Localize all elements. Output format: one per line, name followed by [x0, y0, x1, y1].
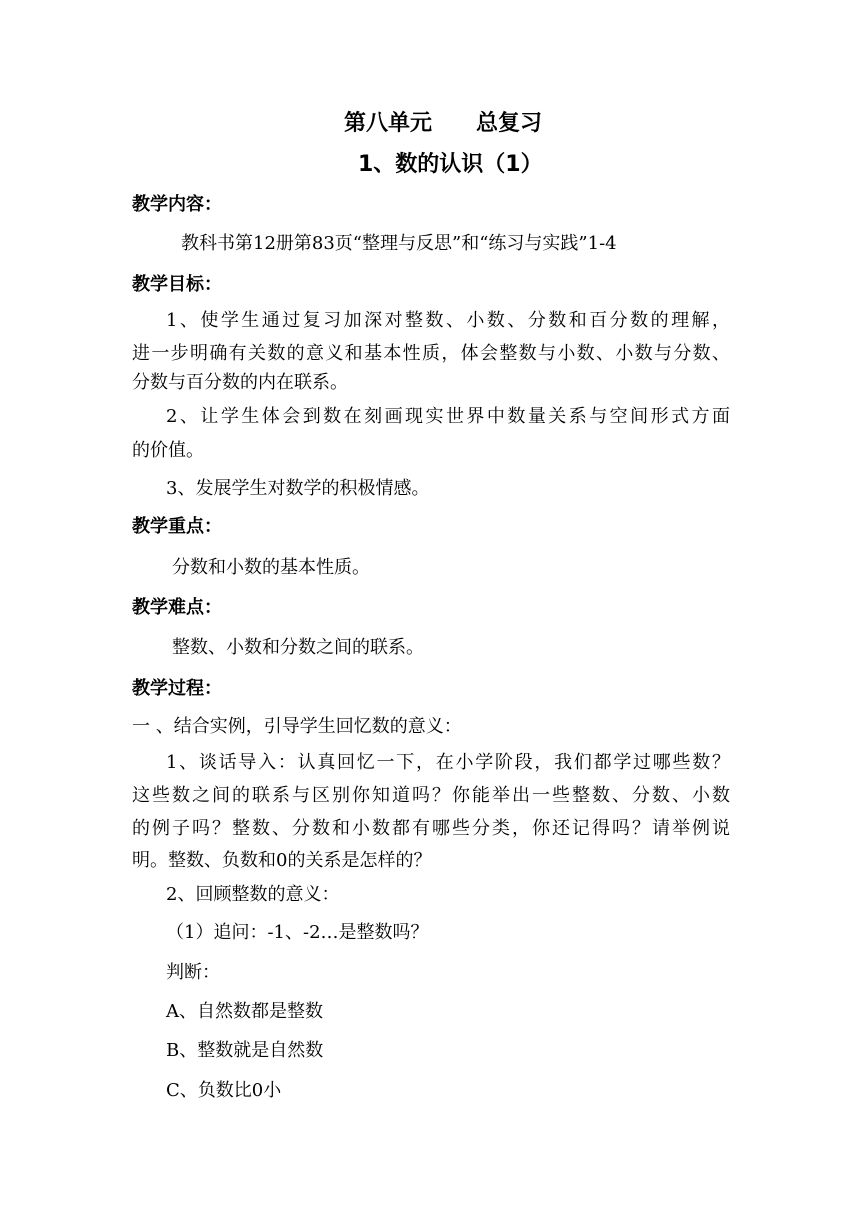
process-heading: 教学过程：	[132, 678, 222, 699]
key-heading: 教学重点：	[132, 516, 222, 537]
goal2-line2: 的价值。	[132, 440, 204, 461]
review-heading: 2、回顾整数的意义：	[166, 884, 340, 905]
lesson-title: 1、数的认识（1）	[358, 152, 543, 177]
goal3: 3、发展学生对数学的积极情感。	[166, 478, 430, 499]
goal1-line3: 分数与百分数的内在联系。	[132, 372, 348, 393]
intro-line3: 的例子吗？整数、分数和小数都有哪些分类，你还记得吗？请举例说	[132, 818, 730, 839]
intro-line4: 明。整数、负数和0的关系是怎样的？	[132, 850, 432, 871]
goal2-line1: 2、让学生体会到数在刻画现实世界中数量关系与空间形式方面	[166, 406, 730, 427]
content-heading: 教学内容：	[132, 194, 222, 215]
option-b: B、整数就是自然数	[166, 1040, 324, 1061]
step1: 一 、结合实例，引导学生回忆数的意义：	[132, 716, 462, 737]
difficulty-text: 整数、小数和分数之间的联系。	[172, 637, 424, 658]
key-text: 分数和小数的基本性质。	[172, 557, 370, 578]
unit-title: 第八单元 总复习	[344, 111, 543, 136]
judge-label: 判断：	[166, 962, 220, 983]
option-a: A、自然数都是整数	[166, 1001, 323, 1022]
goal1-line2: 进一步明确有关数的意义和基本性质，体会整数与小数、小数与分数、	[132, 343, 730, 364]
goals-heading: 教学目标：	[132, 274, 222, 295]
goal1-line1: 1、使学生通过复习加深对整数、小数、分数和百分数的理解，	[166, 310, 730, 331]
difficulty-heading: 教学难点：	[132, 597, 222, 618]
content-text: 教科书第12册第83页“整理与反思”和“练习与实践”1-4	[181, 233, 617, 254]
intro-line1: 1、谈话导入：认真回忆一下，在小学阶段，我们都学过哪些数？	[166, 752, 730, 773]
option-c: C、负数比0小	[166, 1080, 282, 1101]
intro-line2: 这些数之间的联系与区别你知道吗？你能举出一些整数、分数、小数	[132, 785, 730, 806]
question: （1）追问：-1、-2…是整数吗？	[166, 922, 429, 943]
